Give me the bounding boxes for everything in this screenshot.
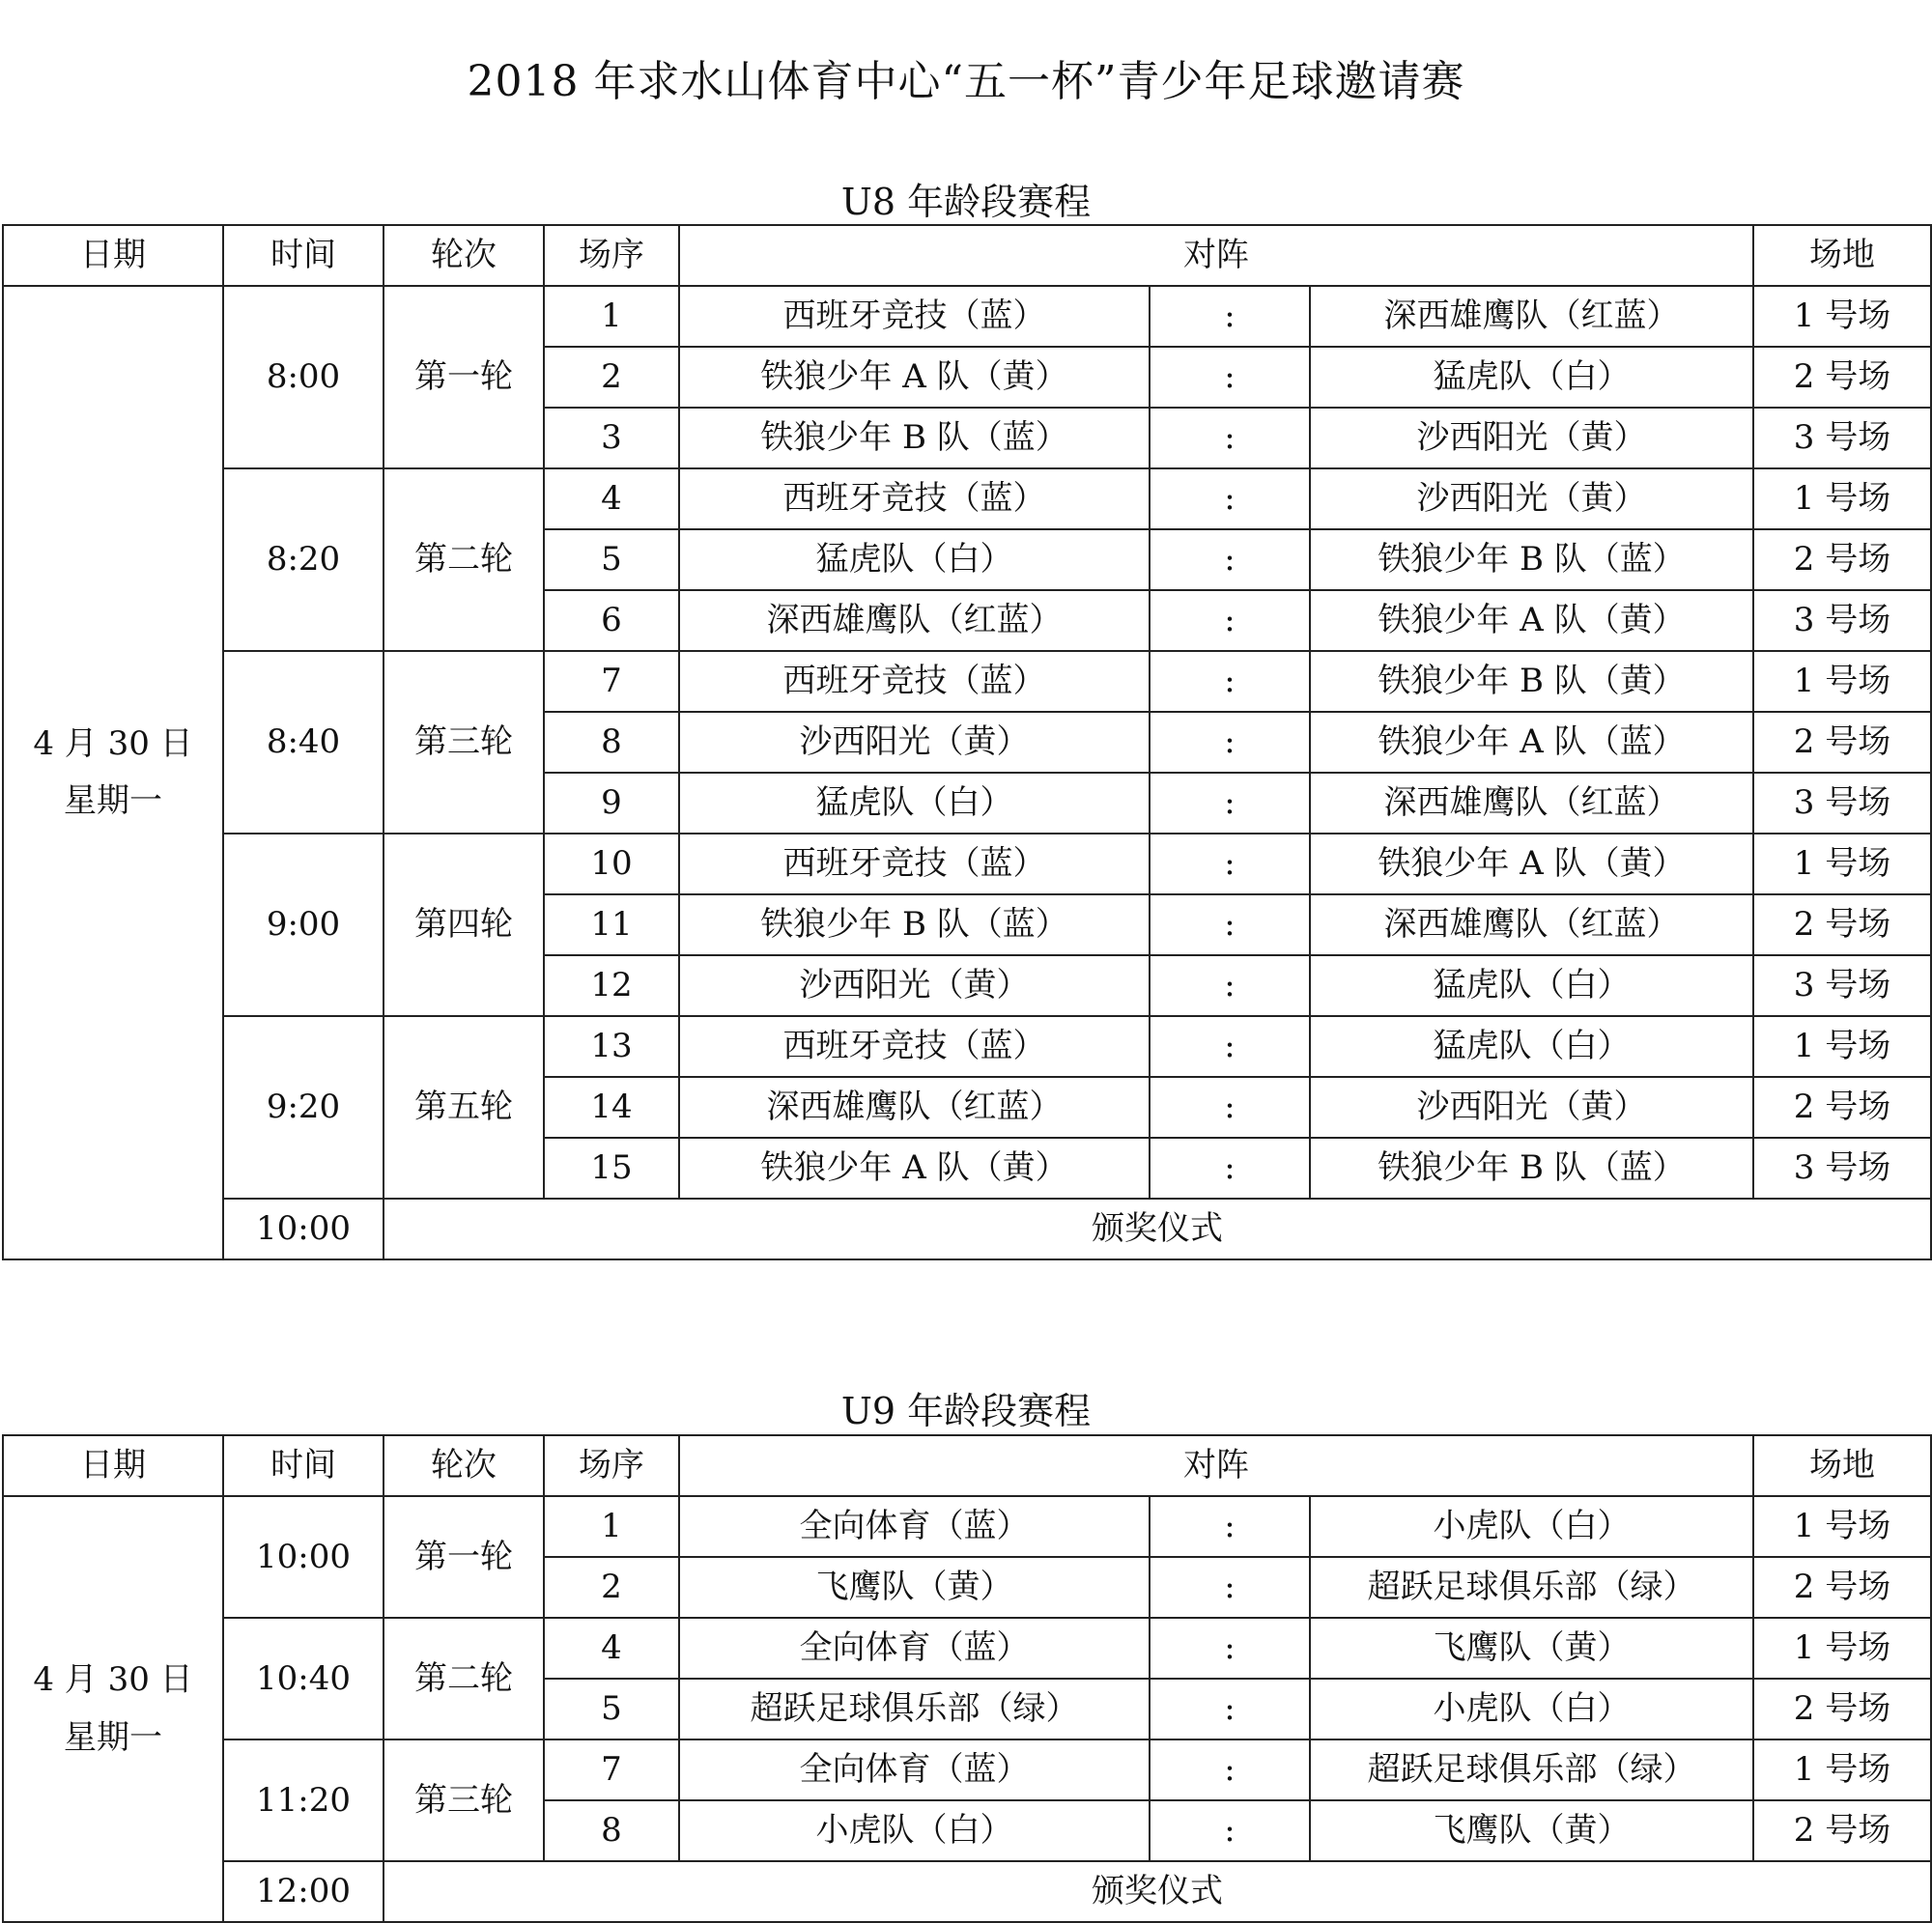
ceremony-time-cell: 12:00 [223,1861,384,1922]
field-cell: 1 号场 [1753,651,1931,712]
home-team-cell: 西班牙竞技（蓝） [679,834,1150,894]
field-cell: 1 号场 [1753,1496,1931,1557]
away-team-cell: 飞鹰队（黄） [1310,1800,1753,1861]
field-cell: 3 号场 [1753,590,1931,651]
vs-cell: : [1150,408,1310,468]
home-team-cell: 铁狼少年 B 队（蓝） [679,894,1150,955]
field-cell: 2 号场 [1753,894,1931,955]
seq-cell: 4 [544,1618,679,1679]
header-round: 轮次 [384,1435,544,1496]
away-team-cell: 飞鹰队（黄） [1310,1618,1753,1679]
header-seq: 场序 [544,225,679,286]
field-cell: 2 号场 [1753,1679,1931,1739]
vs-cell: : [1150,651,1310,712]
ceremony-time-cell: 10:00 [223,1199,384,1259]
header-time: 时间 [223,225,384,286]
vs-cell: : [1150,1618,1310,1679]
field-cell: 1 号场 [1753,1016,1931,1077]
field-cell: 2 号场 [1753,1557,1931,1618]
section-title: U8 年龄段赛程 [840,181,1092,223]
seq-cell: 4 [544,468,679,529]
vs-cell: : [1150,286,1310,347]
header-row [3,225,1931,286]
field-cell: 2 号场 [1753,1800,1931,1861]
home-team-cell: 全向体育（蓝） [679,1739,1150,1800]
ceremony-row [3,1861,1931,1922]
away-team-cell: 铁狼少年 B 队（蓝） [1310,529,1753,590]
away-team-cell: 小虎队（白） [1310,1679,1753,1739]
home-team-cell: 深西雄鹰队（红蓝） [679,1077,1150,1138]
vs-cell: : [1150,955,1310,1016]
home-team-cell: 铁狼少年 A 队（黄） [679,347,1150,408]
home-team-cell: 全向体育（蓝） [679,1618,1150,1679]
time-cell: 8:20 [223,468,384,651]
time-cell: 9:00 [223,834,384,1016]
seq-cell: 7 [544,1739,679,1800]
match-row [3,651,1931,712]
away-team-cell: 铁狼少年 A 队（蓝） [1310,712,1753,773]
seq-cell: 3 [544,408,679,468]
away-team-cell: 沙西阳光（黄） [1310,1077,1753,1138]
field-cell: 3 号场 [1753,1138,1931,1199]
home-team-cell: 猛虎队（白） [679,773,1150,834]
field-cell: 2 号场 [1753,529,1931,590]
vs-cell: : [1150,773,1310,834]
seq-cell: 6 [544,590,679,651]
home-team-cell: 铁狼少年 B 队（蓝） [679,408,1150,468]
vs-cell: : [1150,1138,1310,1199]
round-cell: 第一轮 [384,1496,544,1618]
header-match: 对阵 [679,225,1753,286]
away-team-cell: 猛虎队（白） [1310,955,1753,1016]
time-cell: 8:00 [223,286,384,468]
date-line: 4 月 30 日 [33,723,193,763]
away-team-cell: 超跃足球俱乐部（绿） [1310,1557,1753,1618]
vs-cell: : [1150,894,1310,955]
date-line: 4 月 30 日 [33,1660,193,1699]
field-cell: 1 号场 [1753,468,1931,529]
home-team-cell: 全向体育（蓝） [679,1496,1150,1557]
field-cell: 3 号场 [1753,955,1931,1016]
round-cell: 第二轮 [384,468,544,651]
seq-cell: 2 [544,347,679,408]
away-team-cell: 猛虎队（白） [1310,347,1753,408]
field-cell: 1 号场 [1753,834,1931,894]
vs-cell: : [1150,1800,1310,1861]
vs-cell: : [1150,468,1310,529]
header-date: 日期 [3,1435,223,1496]
field-cell: 1 号场 [1753,286,1931,347]
match-row [3,1016,1931,1077]
seq-cell: 9 [544,773,679,834]
home-team-cell: 沙西阳光（黄） [679,712,1150,773]
away-team-cell: 铁狼少年 B 队（黄） [1310,651,1753,712]
home-team-cell: 小虎队（白） [679,1800,1150,1861]
header-row [3,1435,1931,1496]
time-cell: 10:40 [223,1618,384,1739]
seq-cell: 14 [544,1077,679,1138]
seq-cell: 10 [544,834,679,894]
section-title: U9 年龄段赛程 [840,1390,1092,1432]
seq-cell: 8 [544,712,679,773]
seq-cell: 2 [544,1557,679,1618]
header-seq: 场序 [544,1435,679,1496]
home-team-cell: 沙西阳光（黄） [679,955,1150,1016]
vs-cell: : [1150,1016,1310,1077]
away-team-cell: 沙西阳光（黄） [1310,408,1753,468]
date-cell [3,1496,223,1922]
home-team-cell: 西班牙竞技（蓝） [679,286,1150,347]
away-team-cell: 铁狼少年 B 队（蓝） [1310,1138,1753,1199]
vs-cell: : [1150,1077,1310,1138]
away-team-cell: 深西雄鹰队（红蓝） [1310,894,1753,955]
field-cell: 3 号场 [1753,408,1931,468]
field-cell: 2 号场 [1753,712,1931,773]
match-row [3,1618,1931,1679]
away-team-cell: 猛虎队（白） [1310,1016,1753,1077]
header-field: 场地 [1753,225,1931,286]
match-row [3,286,1931,347]
ceremony-row [3,1199,1931,1259]
round-cell: 第三轮 [384,651,544,834]
seq-cell: 13 [544,1016,679,1077]
date-cell [3,286,223,1259]
away-team-cell: 深西雄鹰队（红蓝） [1310,286,1753,347]
home-team-cell: 深西雄鹰队（红蓝） [679,590,1150,651]
home-team-cell: 铁狼少年 A 队（黄） [679,1138,1150,1199]
vs-cell: : [1150,1557,1310,1618]
home-team-cell: 西班牙竞技（蓝） [679,651,1150,712]
seq-cell: 1 [544,1496,679,1557]
match-row [3,834,1931,894]
seq-cell: 7 [544,651,679,712]
vs-cell: : [1150,1679,1310,1739]
field-cell: 3 号场 [1753,773,1931,834]
home-team-cell: 猛虎队（白） [679,529,1150,590]
match-row [3,1739,1931,1800]
home-team-cell: 飞鹰队（黄） [679,1557,1150,1618]
vs-cell: : [1150,1739,1310,1800]
seq-cell: 5 [544,529,679,590]
away-team-cell: 沙西阳光（黄） [1310,468,1753,529]
schedule-table [2,224,1932,1260]
home-team-cell: 西班牙竞技（蓝） [679,1016,1150,1077]
header-round: 轮次 [384,225,544,286]
time-cell: 8:40 [223,651,384,834]
round-cell: 第四轮 [384,834,544,1016]
round-cell: 第三轮 [384,1739,544,1861]
time-cell: 10:00 [223,1496,384,1618]
home-team-cell: 西班牙竞技（蓝） [679,468,1150,529]
header-field: 场地 [1753,1435,1931,1496]
match-row [3,468,1931,529]
header-date: 日期 [3,225,223,286]
away-team-cell: 深西雄鹰队（红蓝） [1310,773,1753,834]
schedule-table [2,1434,1932,1923]
weekday-line: 星期一 [64,781,162,820]
away-team-cell: 铁狼少年 A 队（黄） [1310,590,1753,651]
away-team-cell: 小虎队（白） [1310,1496,1753,1557]
vs-cell: : [1150,834,1310,894]
round-cell: 第二轮 [384,1618,544,1739]
seq-cell: 5 [544,1679,679,1739]
seq-cell: 12 [544,955,679,1016]
field-cell: 2 号场 [1753,1077,1931,1138]
vs-cell: : [1150,529,1310,590]
seq-cell: 8 [544,1800,679,1861]
time-cell: 9:20 [223,1016,384,1199]
home-team-cell: 超跃足球俱乐部（绿） [679,1679,1150,1739]
seq-cell: 11 [544,894,679,955]
vs-cell: : [1150,347,1310,408]
header-match: 对阵 [679,1435,1753,1496]
time-cell: 11:20 [223,1739,384,1861]
vs-cell: : [1150,712,1310,773]
page-title: 2018 年求水山体育中心“五一杯”青少年足球邀请赛 [467,57,1465,106]
field-cell: 1 号场 [1753,1618,1931,1679]
field-cell: 1 号场 [1753,1739,1931,1800]
match-row [3,1496,1931,1557]
vs-cell: : [1150,1496,1310,1557]
vs-cell: : [1150,590,1310,651]
field-cell: 2 号场 [1753,347,1931,408]
round-cell: 第一轮 [384,286,544,468]
seq-cell: 1 [544,286,679,347]
round-cell: 第五轮 [384,1016,544,1199]
ceremony-label-cell: 颁奖仪式 [384,1861,1931,1922]
away-team-cell: 超跃足球俱乐部（绿） [1310,1739,1753,1800]
header-time: 时间 [223,1435,384,1496]
away-team-cell: 铁狼少年 A 队（黄） [1310,834,1753,894]
ceremony-label-cell: 颁奖仪式 [384,1199,1931,1259]
seq-cell: 15 [544,1138,679,1199]
weekday-line: 星期一 [64,1717,162,1757]
